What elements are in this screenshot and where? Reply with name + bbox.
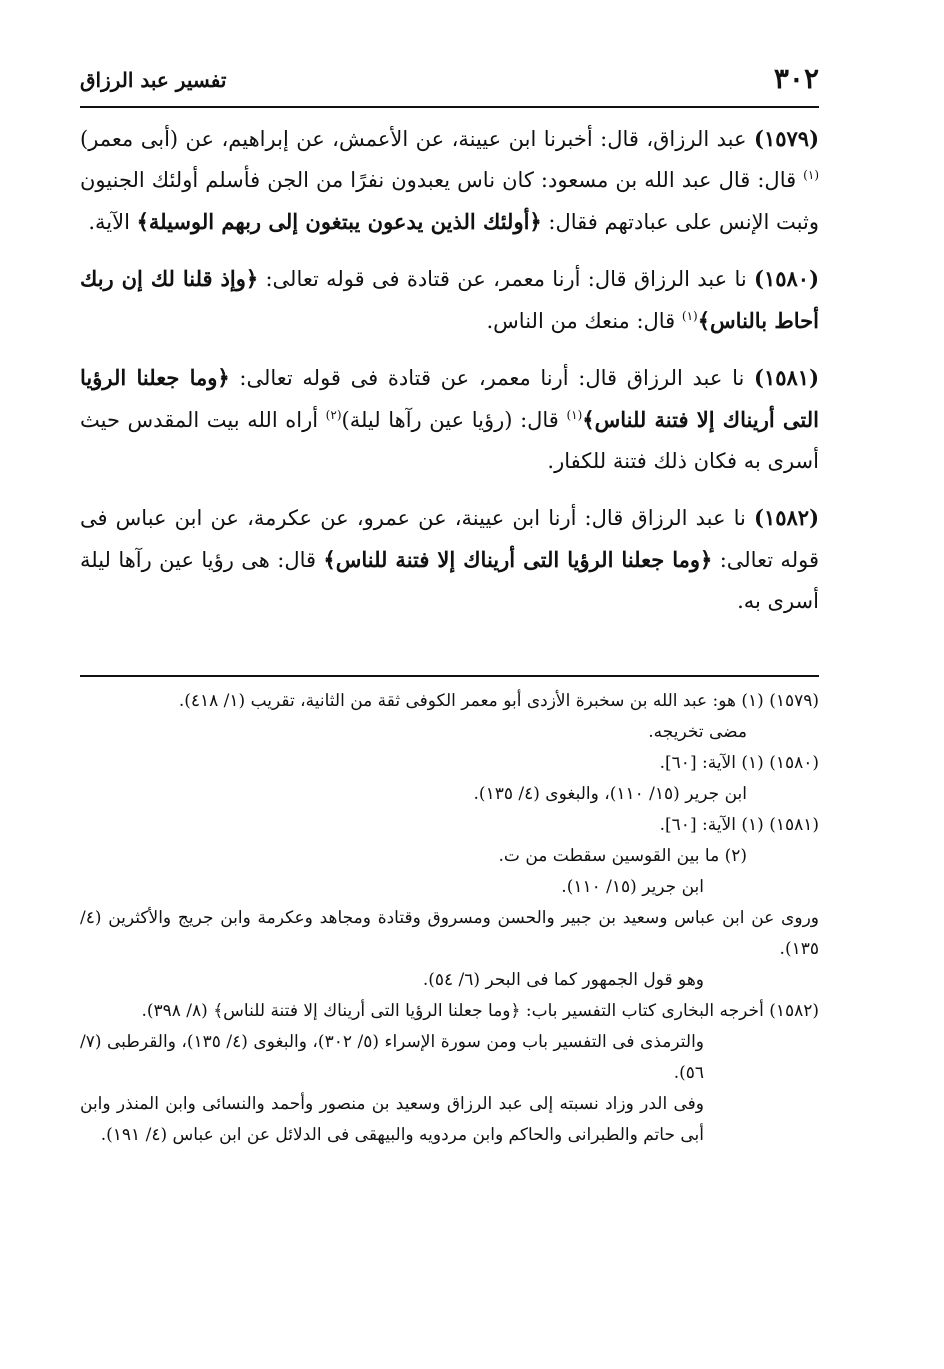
paragraph-text: نا عبد الرزاق قال: أرنا معمر، عن قتادة فى قوله تعالى: (258, 267, 755, 291)
page-header (80, 60, 819, 100)
footnote-line: ابن جرير (١٥/ ١١٠). (561, 877, 704, 897)
footnote-line: وروى عن ابن عباس وسعيد بن جبير والحسن ومسروق وقتادة ومجاهد وعكرمة وابن جريج والأكثرين (٤/ ١٣٥). (80, 908, 819, 959)
quran-quote: ﴿وما جعلنا الرؤيا التى أريناك إلا فتنة للناس﴾ (323, 547, 713, 572)
footnote-ref: (١) (803, 168, 819, 182)
footnotes (80, 686, 819, 1151)
hadith-number: (١٥٨٠) (754, 266, 820, 291)
running-title: تفسير عبد الرزاق (80, 68, 227, 92)
paragraph-text: قال: منعك من الناس. (486, 309, 682, 333)
footnote-line: (١٥٧٩) (١) هو: عبد الله بن سخبرة الأزدى أبو معمر الكوفى ثقة من الثانية، تقريب (١/ ٤١٨). (178, 691, 819, 711)
footnote-line: (١٥٨٠) (١) الآية: [٦٠]. (659, 753, 819, 773)
paragraph-text: نا عبد الرزاق قال: أرنا معمر، عن قتادة فى قوله تعالى: (229, 366, 754, 390)
paragraph-text: عبد الرزاق، قال: أخبرنا ابن عيينة، عن الأعمش، عن إبراهيم، عن (أبى معمر) (80, 127, 754, 151)
footnote-ref: (٢) (325, 408, 342, 422)
footnote-line: مضى تخريجه. (648, 722, 747, 742)
quran-quote: ﴿وإذ قلنا لك إن ربك أحاط بالناس﴾ (80, 266, 819, 333)
header-rule (80, 106, 819, 108)
paragraph-1579 (80, 118, 819, 243)
footnote-line: ابن جرير (١٥/ ١١٠)، والبغوى (٤/ ١٣٥). (473, 784, 747, 804)
footnote-line: والترمذى فى التفسير باب ومن سورة الإسراء (٥/ ٣٠٢)، والبغوى (٤/ ١٣٥)، والقرطبى (٧/ ٥٦). (80, 1032, 705, 1083)
footnote-line: (٢) ما بين القوسين سقطت من ت. (498, 846, 747, 866)
paragraph-1581 (80, 357, 819, 482)
footnote-ref: (١) (566, 408, 583, 422)
quran-quote: ﴿وما جعلنا الرؤيا التى أريناك إلا فتنة للناس﴾ (80, 365, 819, 432)
footnote-line: (١٥٨٢) أخرجه البخارى كتاب التفسير باب: ﴿وما جعلنا الرؤيا التى أريناك إلا فتنة للناس﴾ (٨/ ٣٩٨). (141, 1001, 819, 1021)
footnote-ref: (١) (681, 309, 698, 323)
hadith-number: (١٥٧٩) (754, 126, 819, 151)
quran-quote: ﴿أولئك الذين يدعون يبتغون إلى ربهم الوسيلة﴾ (136, 209, 542, 234)
footnote-line: (١٥٨١) (١) الآية: [٦٠]. (659, 815, 819, 835)
paragraph-text: الآية. (88, 210, 137, 234)
paragraph-1582 (80, 497, 819, 622)
paragraph-text: قال: هى رؤيا عين رآها ليلة أسرى به. (80, 548, 819, 613)
paragraph-1580 (80, 258, 819, 342)
footnote-line: وفى الدر وزاد نسبته إلى عبد الرزاق وسعيد بن منصور وأحمد والنسائى وابن المنذر وابن أبى حاتم والطبرانى والحاكم وابن مردويه والبيهقى فى الدلائل عن ابن عباس (٤/ ١٩١). (80, 1094, 704, 1145)
footnote-rule (80, 675, 819, 677)
paragraph-text: قال: قال عبد الله بن مسعود: كان ناس يعبدون نفرًا من الجن فأسلم أولئك الجنيون وثبت الإنس على عبادتهم فقال: (80, 168, 819, 234)
footnote-line: وهو قول الجمهور كما فى البحر (٦/ ٥٤). (422, 970, 704, 990)
hadith-number: (١٥٨١) (754, 365, 819, 390)
paragraph-text: أراه الله بيت المقدس حيث أسرى به فكان ذلك فتنة للكفار. (80, 408, 819, 473)
main-text (80, 118, 819, 637)
hadith-number: (١٥٨٢) (754, 505, 819, 530)
page-number: ٣٠٢ (773, 62, 819, 95)
paragraph-text: قال: (رؤيا عين رآها ليلة) (341, 408, 567, 432)
paragraph-text: نا عبد الرزاق قال: أرنا ابن عيينة، عن عمرو، عن عكرمة، عن ابن عباس فى قوله تعالى: (80, 506, 819, 572)
